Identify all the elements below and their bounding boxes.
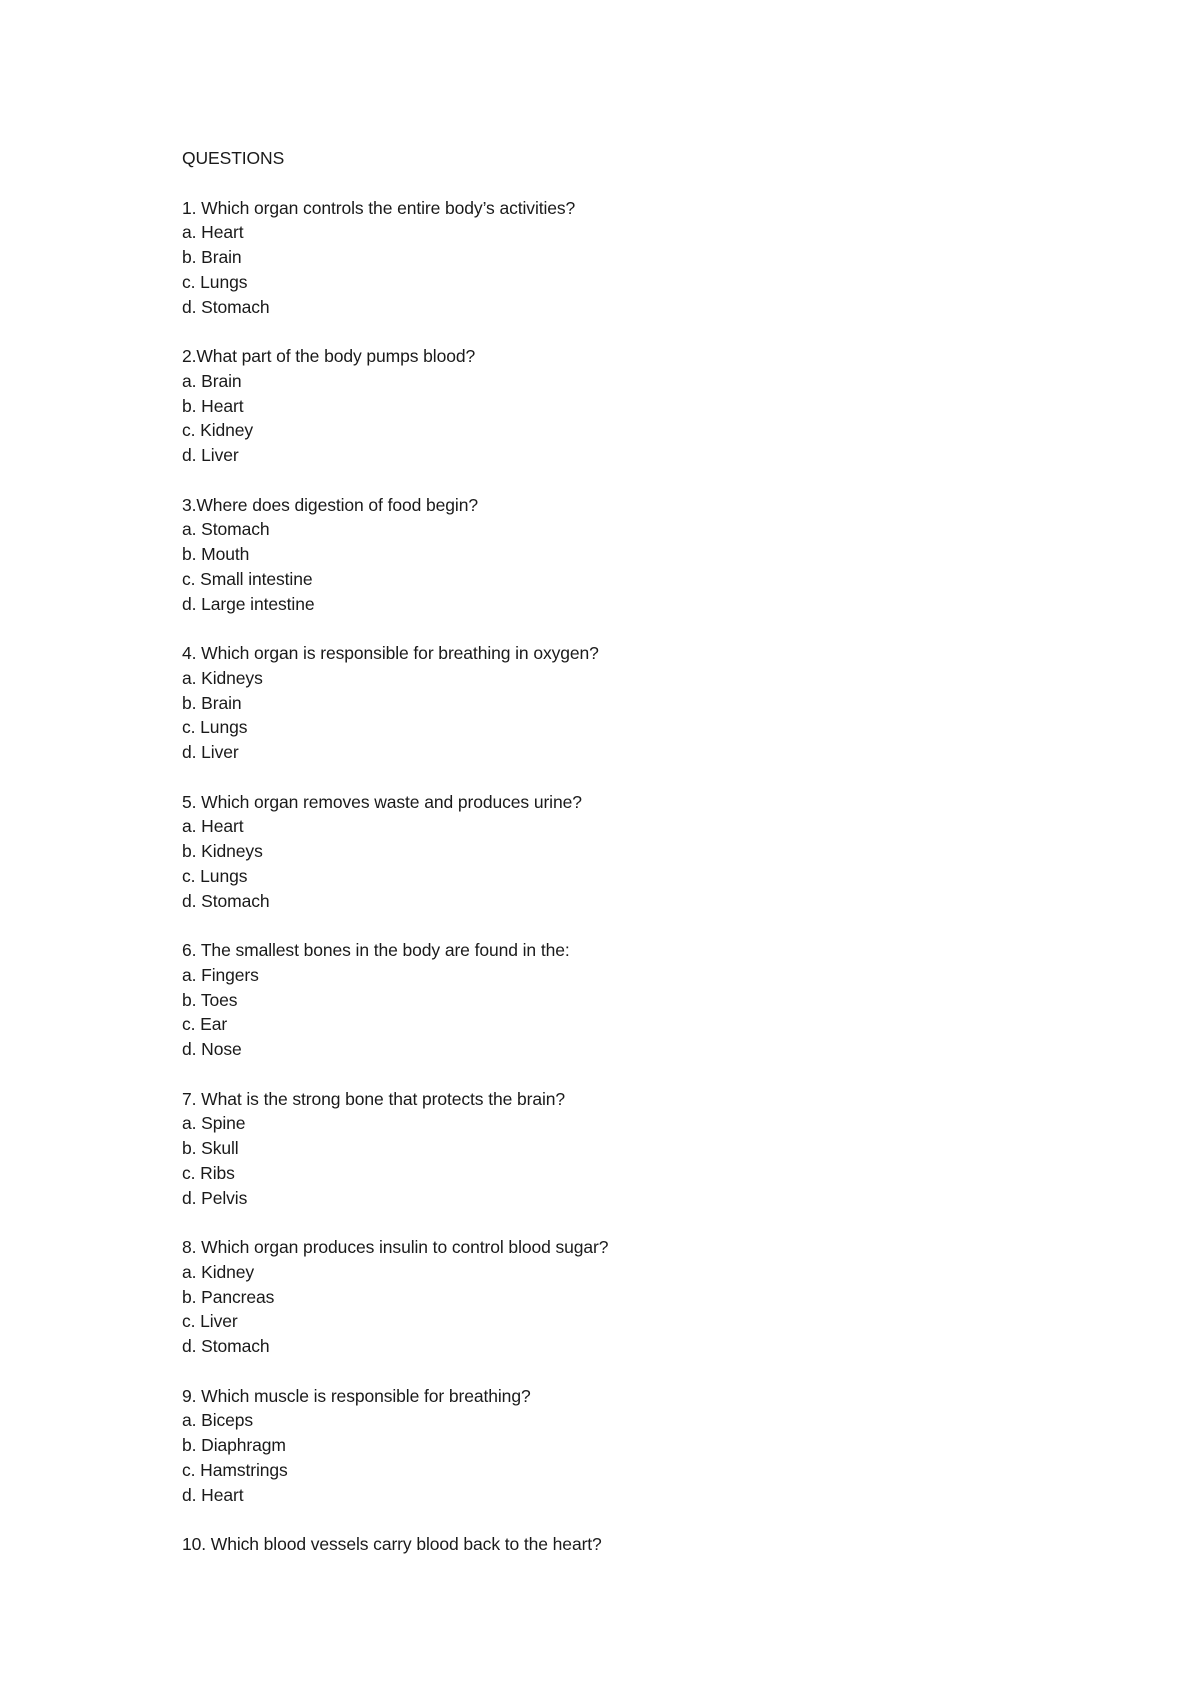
answer-option: d. Pelvis: [182, 1187, 248, 1208]
answer-option: b. Pancreas: [182, 1286, 275, 1307]
question-7: [182, 1087, 1082, 1211]
answer-option: c. Ribs: [182, 1162, 235, 1183]
answer-option: a. Stomach: [182, 519, 270, 540]
answer-option: b. Mouth: [182, 544, 250, 564]
answer-option: b. Diaphragm: [182, 1435, 286, 1455]
question-text: 8. Which organ produces insulin to control blood sugar?: [182, 1237, 609, 1257]
question-4: [182, 641, 1082, 765]
answer-option: d. Large intestine: [182, 593, 315, 614]
question-5: [182, 790, 1082, 914]
answer-option: c. Small intestine: [182, 568, 313, 589]
answer-option: d. Stomach: [182, 296, 270, 317]
question-10: [182, 1532, 1082, 1557]
answer-option: a. Spine: [182, 1113, 246, 1134]
answer-option: c. Liver: [182, 1311, 238, 1332]
question-2: [182, 344, 1082, 468]
question-text: 6. The smallest bones in the body are found in the:: [182, 940, 570, 960]
answer-option: d. Liver: [182, 445, 239, 465]
answer-option: a. Kidneys: [182, 667, 263, 688]
answer-option: d. Liver: [182, 742, 239, 762]
question-text: 4. Which organ is responsible for breathing in oxygen?: [182, 643, 599, 663]
answer-option: a. Biceps: [182, 1410, 254, 1431]
answer-option: a. Heart: [182, 222, 244, 243]
question-9: [182, 1384, 1082, 1508]
answer-option: b. Heart: [182, 395, 244, 416]
answer-option: c. Lungs: [182, 271, 248, 292]
question-text: 3.Where does digestion of food begin?: [182, 494, 478, 515]
answer-option: c. Hamstrings: [182, 1459, 288, 1480]
answer-option: c. Lungs: [182, 717, 248, 738]
question-text: 9. Which muscle is responsible for breathing?: [182, 1385, 531, 1406]
answer-option: a. Brain: [182, 370, 242, 391]
question-8: [182, 1235, 1082, 1359]
answer-option: c. Ear: [182, 1014, 228, 1035]
question-text: 10. Which blood vessels carry blood back to the heart?: [182, 1534, 602, 1554]
answer-option: b. Brain: [182, 247, 242, 267]
question-text: 7. What is the strong bone that protects the brain?: [182, 1088, 566, 1109]
answer-option: b. Brain: [182, 692, 242, 713]
answer-option: b. Kidneys: [182, 841, 263, 861]
question-3: [182, 493, 1082, 617]
answer-option: a. Kidney: [182, 1261, 255, 1282]
answer-option: c. Kidney: [182, 420, 254, 441]
question-1: [182, 196, 1082, 320]
document-content: [182, 146, 1082, 1582]
answer-option: b. Skull: [182, 1138, 239, 1158]
answer-option: a. Heart: [182, 816, 244, 837]
question-text: 1. Which organ controls the entire body’s activities?: [182, 197, 576, 218]
page-title: QUESTIONS: [182, 148, 285, 168]
answer-option: a. Fingers: [182, 964, 259, 985]
answer-option: c. Lungs: [182, 865, 248, 886]
question-6: [182, 938, 1082, 1062]
answer-option: d. Stomach: [182, 1336, 270, 1356]
answer-option: d. Nose: [182, 1039, 242, 1059]
answer-option: b. Toes: [182, 989, 238, 1010]
answer-option: d. Stomach: [182, 890, 270, 911]
question-text: 5. Which organ removes waste and produces urine?: [182, 791, 582, 812]
answer-option: d. Heart: [182, 1484, 244, 1505]
question-text: 2.What part of the body pumps blood?: [182, 346, 476, 366]
